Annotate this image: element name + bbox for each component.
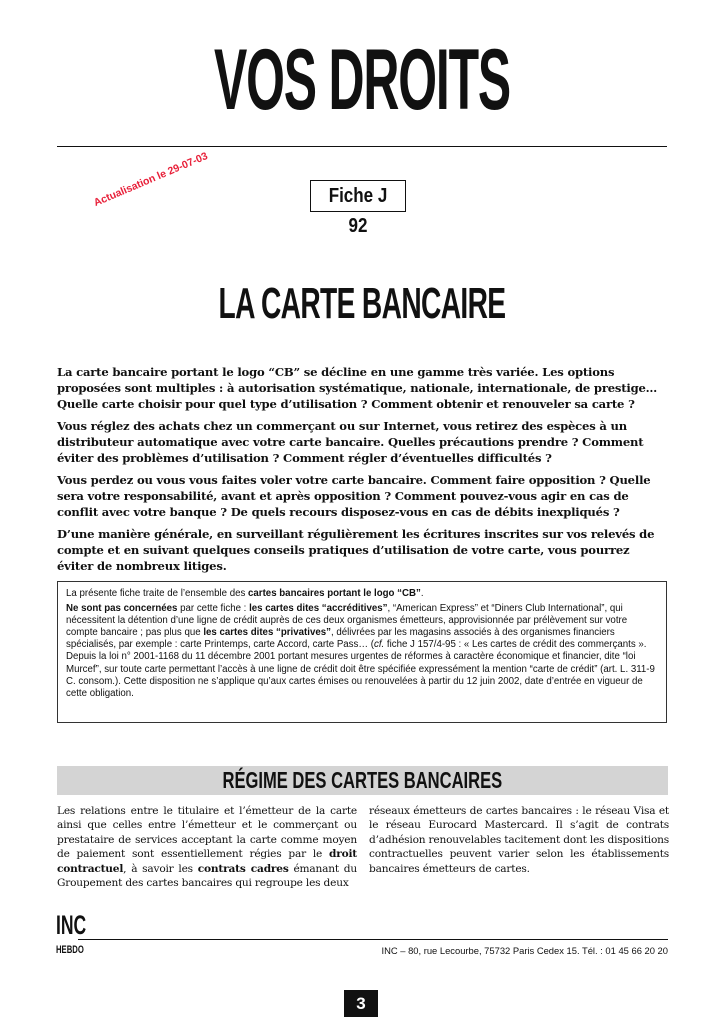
intro-paragraph: La carte bancaire portant le logo “CB” se décline en une gamme très variée. Les options proposées sont multiples : à autorisation systématique, nationale, internationale, de prestige… Quelle carte choisir pour quel type d’utilisation ? Comment obtenir et renouveler sa carte ? xyxy=(57,365,658,411)
body-column-left xyxy=(57,804,357,890)
update-stamp: Actualisation le 29-07-03 xyxy=(92,150,210,210)
masthead-title: VOS DROITS xyxy=(213,32,511,128)
fiche-reference: Fiche J 92 xyxy=(328,185,388,237)
scope-notice-box xyxy=(57,581,667,723)
notice-paragraph: La présente fiche traite de l’ensemble des cartes bancaires portant le logo “CB”. xyxy=(66,588,424,599)
intro-section xyxy=(57,364,669,580)
page-title: LA CARTE BANCAIRE xyxy=(218,279,506,328)
fiche-reference-box xyxy=(310,180,406,237)
intro-paragraph: Vous réglez des achats chez un commerçant ou sur Internet, vous retirez des espèces à un distributeur automatique avec votre carte bancaire. Quelles précautions prendre ? Comment éviter des problèmes d’utilisation ? Comment régler d’éventuelles difficultés ? xyxy=(57,419,644,465)
header-divider xyxy=(57,146,667,147)
footer-address: INC – 80, rue Lecourbe, 75732 Paris Cedex 15. Tél. : 01 45 66 20 20 xyxy=(381,945,668,956)
footer-divider xyxy=(78,939,668,940)
inc-logo: INC xyxy=(56,910,87,940)
notice-paragraph: Ne sont pas concernées par cette fiche : les cartes dites “accréditives”, “American Express” et “Diners Club International”, qui nécessitent la détention d’une ligne de crédit auprès de ces deux organismes émetteurs, approvisionnée par prélèvement sur votre compte bancaire ; pas plus que les cartes dites “privatives”, délivrées par les magasins associés à des organismes financiers spécialisés, par exemple : carte Printemps, carte Accord, carte Pass… (cf. fiche J 157/4-95 : « Les cartes de crédit des commerçants ». xyxy=(66,603,647,651)
page-number: 3 xyxy=(344,990,378,1017)
body-paragraph: réseaux émetteurs de cartes bancaires : le réseau Visa et le réseau Eurocard Mastercard. Il s’agit de contrats d’adhésion renouvelables tacitement dont les dispositions contractuelles peuvent varier selon les établissements bancaires émetteurs de cartes. xyxy=(369,805,670,875)
inc-logo-subtitle: HEBDO xyxy=(56,944,84,956)
notice-paragraph: Depuis la loi n° 2001-1168 du 11 décembre 2001 portant mesures urgentes de réformes à caractère économique et financier, dite “loi Murcef”, sur toute carte permettant l’accès à une ligne de crédit doit être spécifiée expressément la mention “carte de crédit” (art. L. 311-9 C. consom.). Cette disposition ne s’applique qu’aux cartes émises ou renouvelées à partir du 12 juin 2002, date d’entrée en vigueur de cette obligation. xyxy=(66,651,655,699)
body-column-right xyxy=(369,804,669,876)
intro-paragraph: D’une manière générale, en surveillant régulièrement les écritures inscrites sur vos relevés de compte et en suivant quelques conseils pratiques d’utilisation de votre carte, vous pourrez éviter de nombreux litiges. xyxy=(57,527,655,573)
intro-paragraph: Vous perdez ou vous vous faites voler votre carte bancaire. Comment faire opposition ? Quelle sera votre responsabilité, avant et après opposition ? Comment pouvez-vous agir en cas de conflit avec votre banque ? De quels recours disposez-vous en cas de débits inexpliqués ? xyxy=(57,473,651,519)
section-heading: RÉGIME DES CARTES BANCAIRES xyxy=(222,767,503,793)
body-paragraph: Les relations entre le titulaire et l’émetteur de la carte ainsi que celles entre l’émetteur et le commerçant ou prestataire de services acceptant la carte comme moyen de paiement sont essentiellement régies par le droit contractuel, à savoir les contrats cadres émanant du Groupement des cartes bancaires qui regroupe les deux xyxy=(57,805,357,890)
